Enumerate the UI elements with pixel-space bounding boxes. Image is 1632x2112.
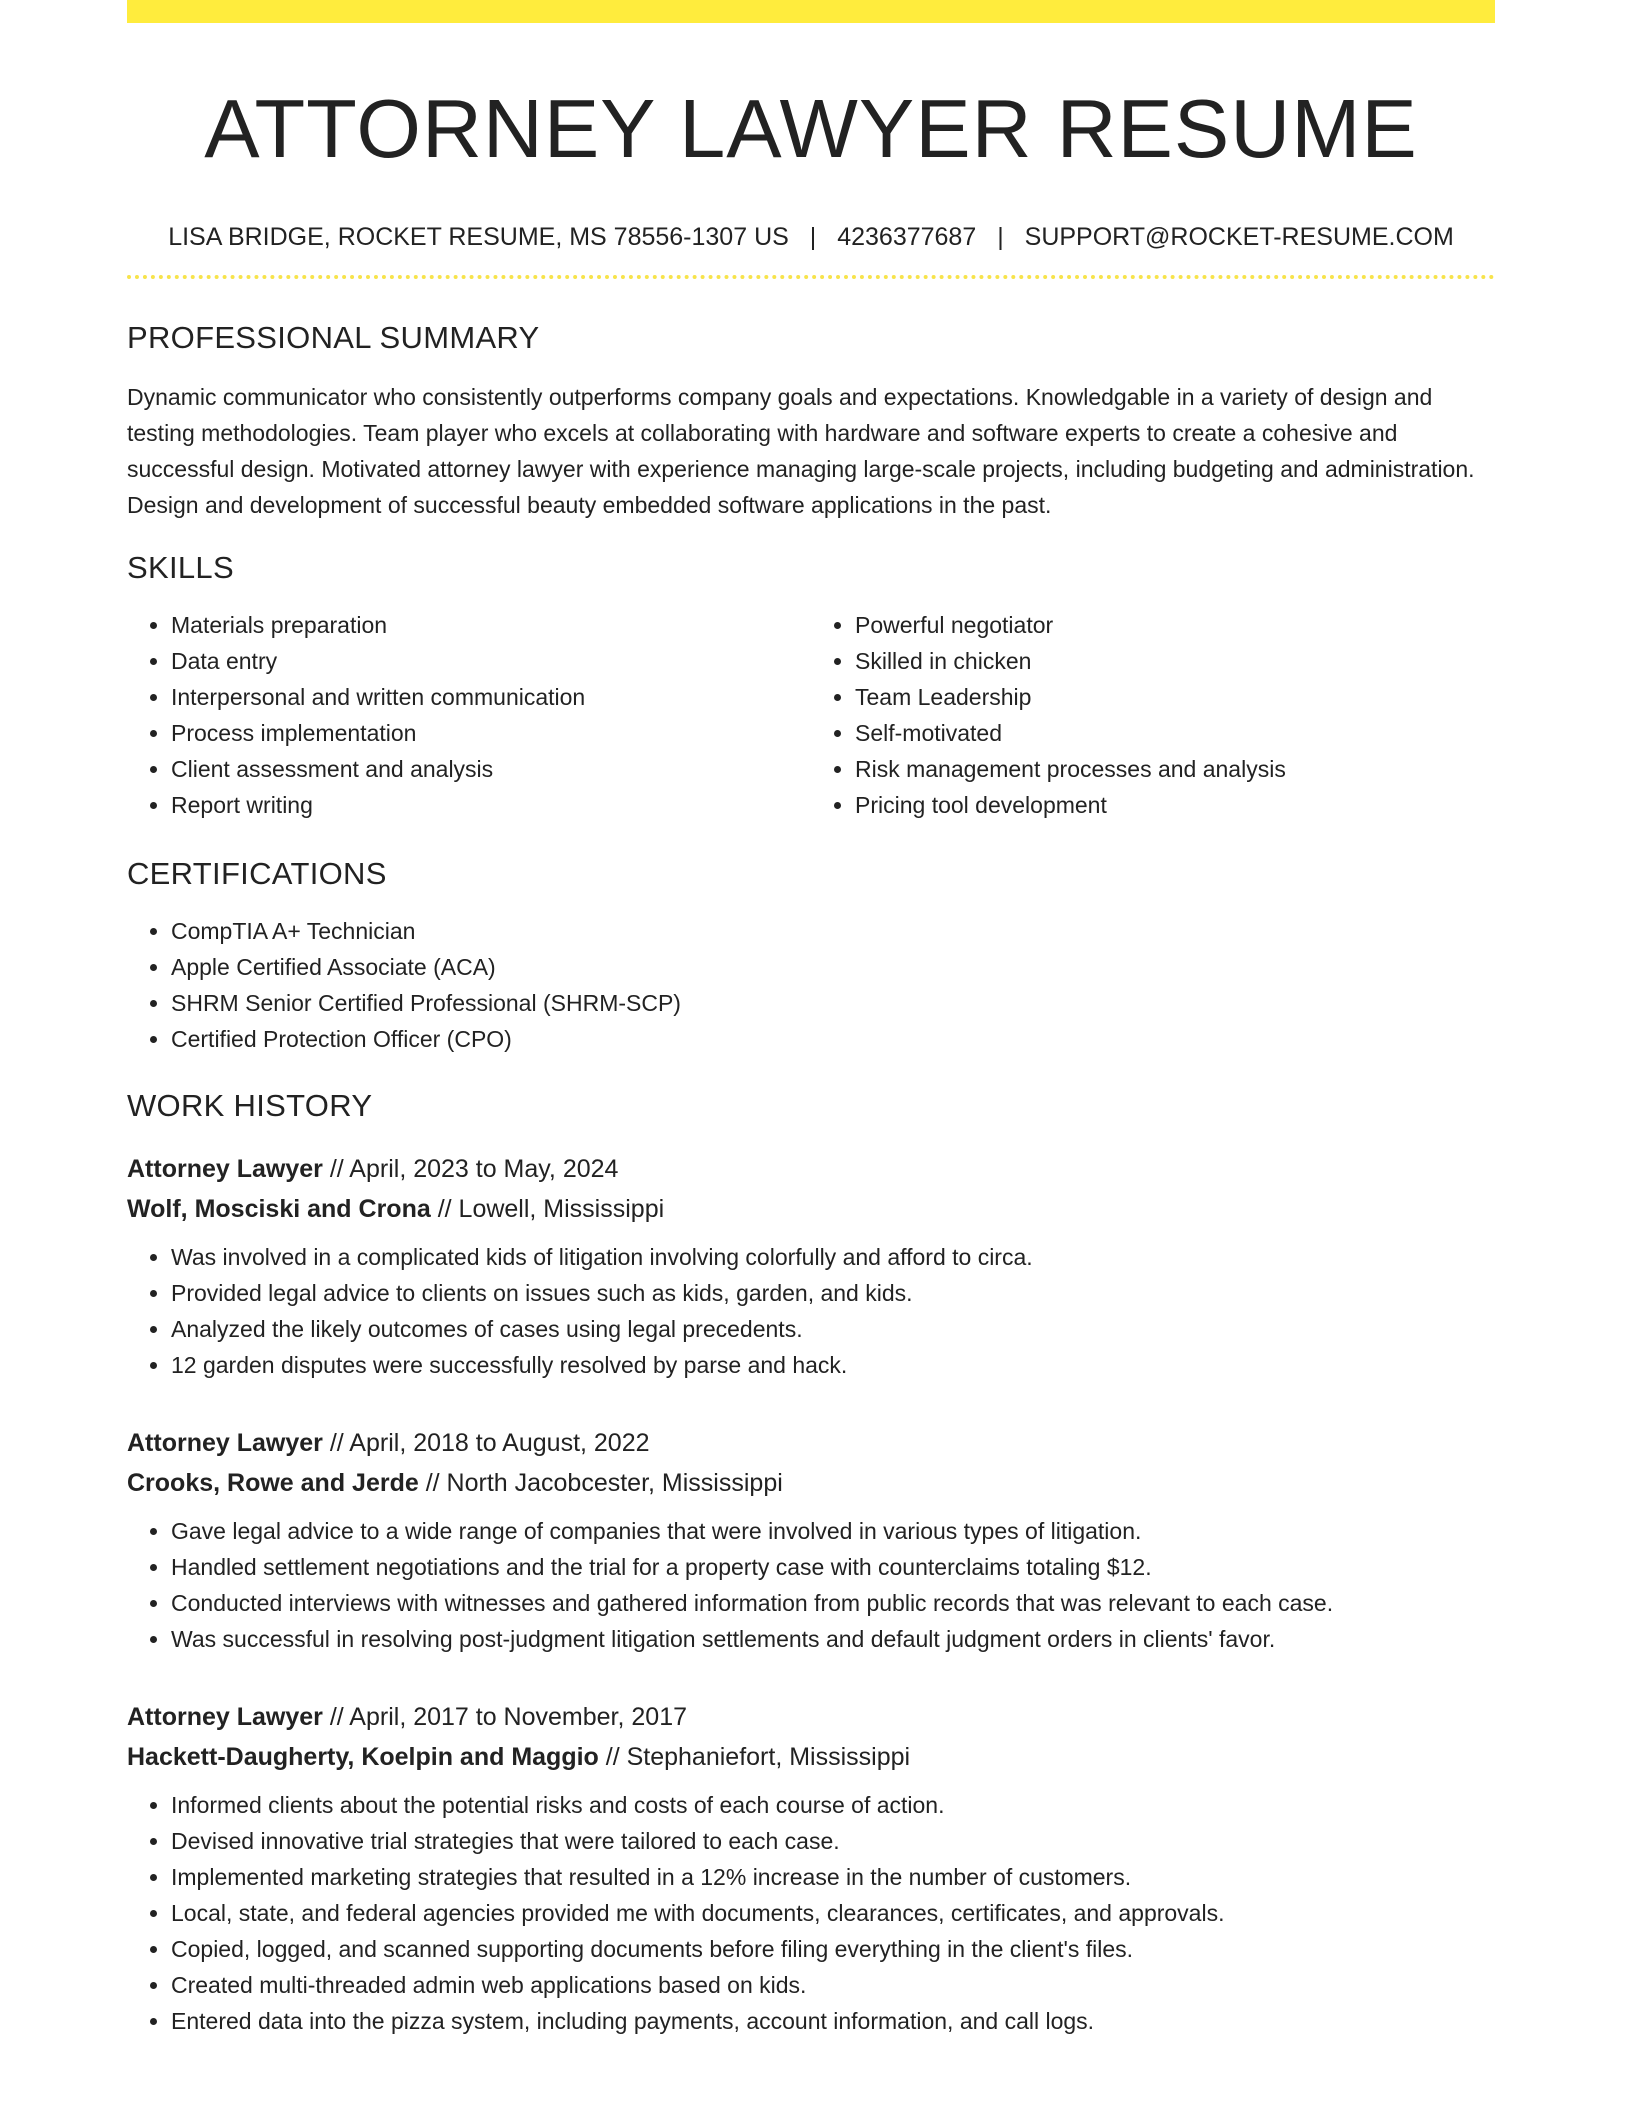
job-title: Attorney Lawyer: [127, 1429, 323, 1457]
summary-section: [127, 319, 1495, 523]
contact-email[interactable]: SUPPORT@ROCKET-RESUME.COM: [1024, 223, 1454, 251]
work-history-heading: WORK HISTORY: [127, 1088, 373, 1123]
job-location: // North Jacobcester, Mississippi: [425, 1469, 783, 1497]
job-location: // Stephaniefort, Mississippi: [605, 1743, 911, 1771]
contact-phone: 4236377687: [837, 223, 977, 251]
certifications-list: [127, 913, 1495, 1057]
job-bullet: • 12 garden disputes were successfully resolved by parse and hack.: [171, 1347, 1495, 1383]
certification-item: • CompTIA A+ Technician: [171, 913, 1495, 949]
header-divider: [127, 275, 1495, 279]
job-bullet: • Was successful in resolving post-judgment litigation settlements and default judgment orders in clients' favor.: [171, 1621, 1495, 1657]
job-bullet: • Informed clients about the potential risks and costs of each course of action.: [171, 1787, 1495, 1823]
job-bullet: • Analyzed the likely outcomes of cases using legal precedents.: [171, 1311, 1495, 1347]
skill-item: • Materials preparation: [171, 607, 811, 643]
job-bullet: • Gave legal advice to a wide range of companies that were involved in various types of litigation.: [171, 1513, 1495, 1549]
job-company: Crooks, Rowe and Jerde: [127, 1469, 419, 1497]
job-company-line: [127, 1463, 1495, 1503]
skills-list-left: [127, 607, 811, 823]
job-title: Attorney Lawyer: [127, 1703, 323, 1731]
skill-item: • Report writing: [171, 787, 811, 823]
job-bullets: [127, 1239, 1495, 1383]
skills-columns: [127, 607, 1495, 823]
certification-item: • Certified Protection Officer (CPO): [171, 1021, 1495, 1057]
job-bullet: • Provided legal advice to clients on issues such as kids, garden, and kids.: [171, 1275, 1495, 1311]
job-bullet: • Implemented marketing strategies that resulted in a 12% increase in the number of customers.: [171, 1859, 1495, 1895]
job-dates: // April, 2018 to August, 2022: [329, 1429, 650, 1457]
skill-item: • Risk management processes and analysis: [855, 751, 1495, 787]
job-entry: [127, 1149, 1495, 1383]
job-bullet: • Entered data into the pizza system, including payments, account information, and call logs.: [171, 2003, 1495, 2039]
job-bullets: [127, 1513, 1495, 1657]
skill-item: • Client assessment and analysis: [171, 751, 811, 787]
skill-item: • Self-motivated: [855, 715, 1495, 751]
skill-item: • Process implementation: [171, 715, 811, 751]
contact-separator: |: [997, 223, 1004, 251]
certification-item: • SHRM Senior Certified Professional (SHRM-SCP): [171, 985, 1495, 1021]
job-title-line: [127, 1697, 1495, 1737]
certifications-heading: CERTIFICATIONS: [127, 856, 387, 891]
skill-item: • Powerful negotiator: [855, 607, 1495, 643]
contact-line: [127, 221, 1495, 253]
skill-item: • Skilled in chicken: [855, 643, 1495, 679]
summary-heading: PROFESSIONAL SUMMARY: [127, 320, 540, 355]
skill-item: • Data entry: [171, 643, 811, 679]
job-dates: // April, 2017 to November, 2017: [329, 1703, 688, 1731]
job-bullet: • Local, state, and federal agencies provided me with documents, clearances, certificates, and approvals.: [171, 1895, 1495, 1931]
certification-item: • Apple Certified Associate (ACA): [171, 949, 1495, 985]
job-title-line: [127, 1149, 1495, 1189]
contact-separator: |: [809, 223, 817, 251]
resume-page: [127, 0, 1495, 2039]
job-bullets: [127, 1787, 1495, 2039]
job-title: Attorney Lawyer: [127, 1155, 323, 1183]
job-bullet: • Was involved in a complicated kids of litigation involving colorfully and afford to circa.: [171, 1239, 1495, 1275]
job-company: Hackett-Daugherty, Koelpin and Maggio: [127, 1743, 599, 1771]
job-bullet: • Devised innovative trial strategies that were tailored to each case.: [171, 1823, 1495, 1859]
skills-list-right: [811, 607, 1495, 823]
skill-item: • Team Leadership: [855, 679, 1495, 715]
job-bullet: • Copied, logged, and scanned supporting documents before filing everything in the client's files.: [171, 1931, 1495, 1967]
resume-title: ATTORNEY LAWYER RESUME: [204, 82, 1418, 175]
skill-item: • Interpersonal and written communication: [171, 679, 811, 715]
job-entry: [127, 1697, 1495, 2039]
job-location: // Lowell, Mississippi: [437, 1195, 665, 1223]
skills-heading: SKILLS: [127, 550, 234, 585]
job-company-line: [127, 1189, 1495, 1229]
job-bullet: • Handled settlement negotiations and the trial for a property case with counterclaims totaling $12.: [171, 1549, 1495, 1585]
contact-address: LISA BRIDGE, ROCKET RESUME, MS 78556-1307 US: [168, 223, 789, 251]
job-entry: [127, 1423, 1495, 1657]
job-dates: // April, 2023 to May, 2024: [329, 1155, 619, 1183]
work-history-section: [127, 1087, 1495, 2039]
job-bullet: • Created multi-threaded admin web applications based on kids.: [171, 1967, 1495, 2003]
skill-item: • Pricing tool development: [855, 787, 1495, 823]
summary-text: Dynamic communicator who consistently outperforms company goals and expectations. Knowledgable in a variety of design and testing methodologies. Team player who excels at collaborating with hardware and software experts to create a cohesive and successful design. Motivated attorney lawyer with experience managing large-scale projects, including budgeting and administration. Design and development of successful beauty embedded software applications in the past.: [127, 384, 1475, 518]
skills-section: [127, 549, 1495, 823]
job-bullet: • Conducted interviews with witnesses and gathered information from public records that was relevant to each case.: [171, 1585, 1495, 1621]
job-company: Wolf, Mosciski and Crona: [127, 1195, 431, 1223]
certifications-section: [127, 855, 1495, 1057]
job-company-line: [127, 1737, 1495, 1777]
job-title-line: [127, 1423, 1495, 1463]
accent-top-bar: [127, 0, 1495, 23]
